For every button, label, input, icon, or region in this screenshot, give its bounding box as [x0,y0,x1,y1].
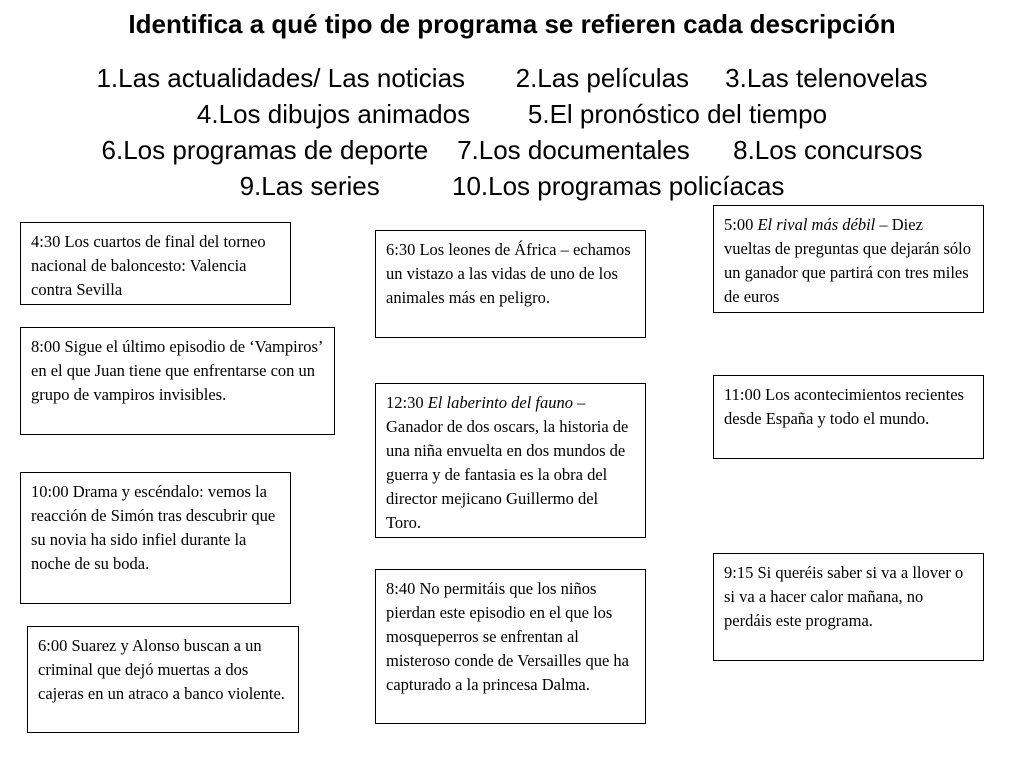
program-type-row-4: 9.Las series 10.Los programas policíacas [239,171,785,201]
description-box-mosqueperros [375,569,646,724]
description-text: 11:00 Los acontecimientos recientes desde España y todo el mundo. [724,385,964,428]
description-box-basketball [20,222,291,305]
program-type-row-1: 1.Las actualidades/ Las noticias 2.Las películas 3.Las telenovelas [96,63,928,93]
description-text: 6:30 Los leones de África – echamos un vistazo a las vidas de uno de los animales más en peligro. [386,240,631,307]
program-type-list [0,60,1024,204]
description-text: 8:40 No permitáis que los niños pierdan este episodio en el que los mosqueperros se enfrentan al misteroso conde de Versailles que ha capturado a la princesa Dalma. [386,579,630,694]
description-box-acontecimientos [713,375,984,459]
description-text: – Ganador de dos oscars, la historia de una niña envuelta en dos mundos de guerra y de fantasia es la obra del director mejicano Guillermo del Toro. [386,393,629,532]
description-box-criminal [27,626,299,733]
description-box-drama [20,472,291,604]
description-program-title: El laberinto del fauno [427,393,573,412]
description-time: 12:30 [386,393,424,412]
description-text: 8:00 Sigue el último episodio de ‘Vampiros’ en el que Juan tiene que enfrentarse con un grupo de vampiros invisibles. [31,337,323,404]
description-box-laberinto [375,383,646,538]
description-text: 10:00 Drama y escéndalo: vemos la reacción de Simón tras descubrir que su novia ha sido infiel durante la noche de su boda. [31,482,276,573]
description-text: 6:00 Suarez y Alonso buscan a un criminal que dejó muertas a dos cajeras en un atraco a banco violente. [38,636,285,703]
description-text: – Diez vueltas de preguntas que dejarán sólo un ganador que partirá con tres miles de euros [724,215,971,306]
description-text: 4:30 Los cuartos de final del torneo nacional de baloncesto: Valencia contra Sevilla [31,232,266,299]
description-time: 5:00 [724,215,754,234]
description-box-vampiros [20,327,335,435]
description-box-rival [713,205,984,313]
description-box-leones [375,230,646,338]
description-text: 9:15 Si queréis saber si va a llover o si va a hacer calor mañana, no perdáis este programa. [724,563,964,630]
description-box-tiempo [713,553,984,661]
description-program-title: El rival más débil [757,215,876,234]
program-type-row-2: 4.Los dibujos animados 5.El pronóstico del tiempo [196,99,828,129]
page-title: Identifica a qué tipo de programa se refieren cada descripción [128,9,896,39]
program-type-row-3: 6.Los programas de deporte 7.Los documentales 8.Los concursos [101,135,923,165]
